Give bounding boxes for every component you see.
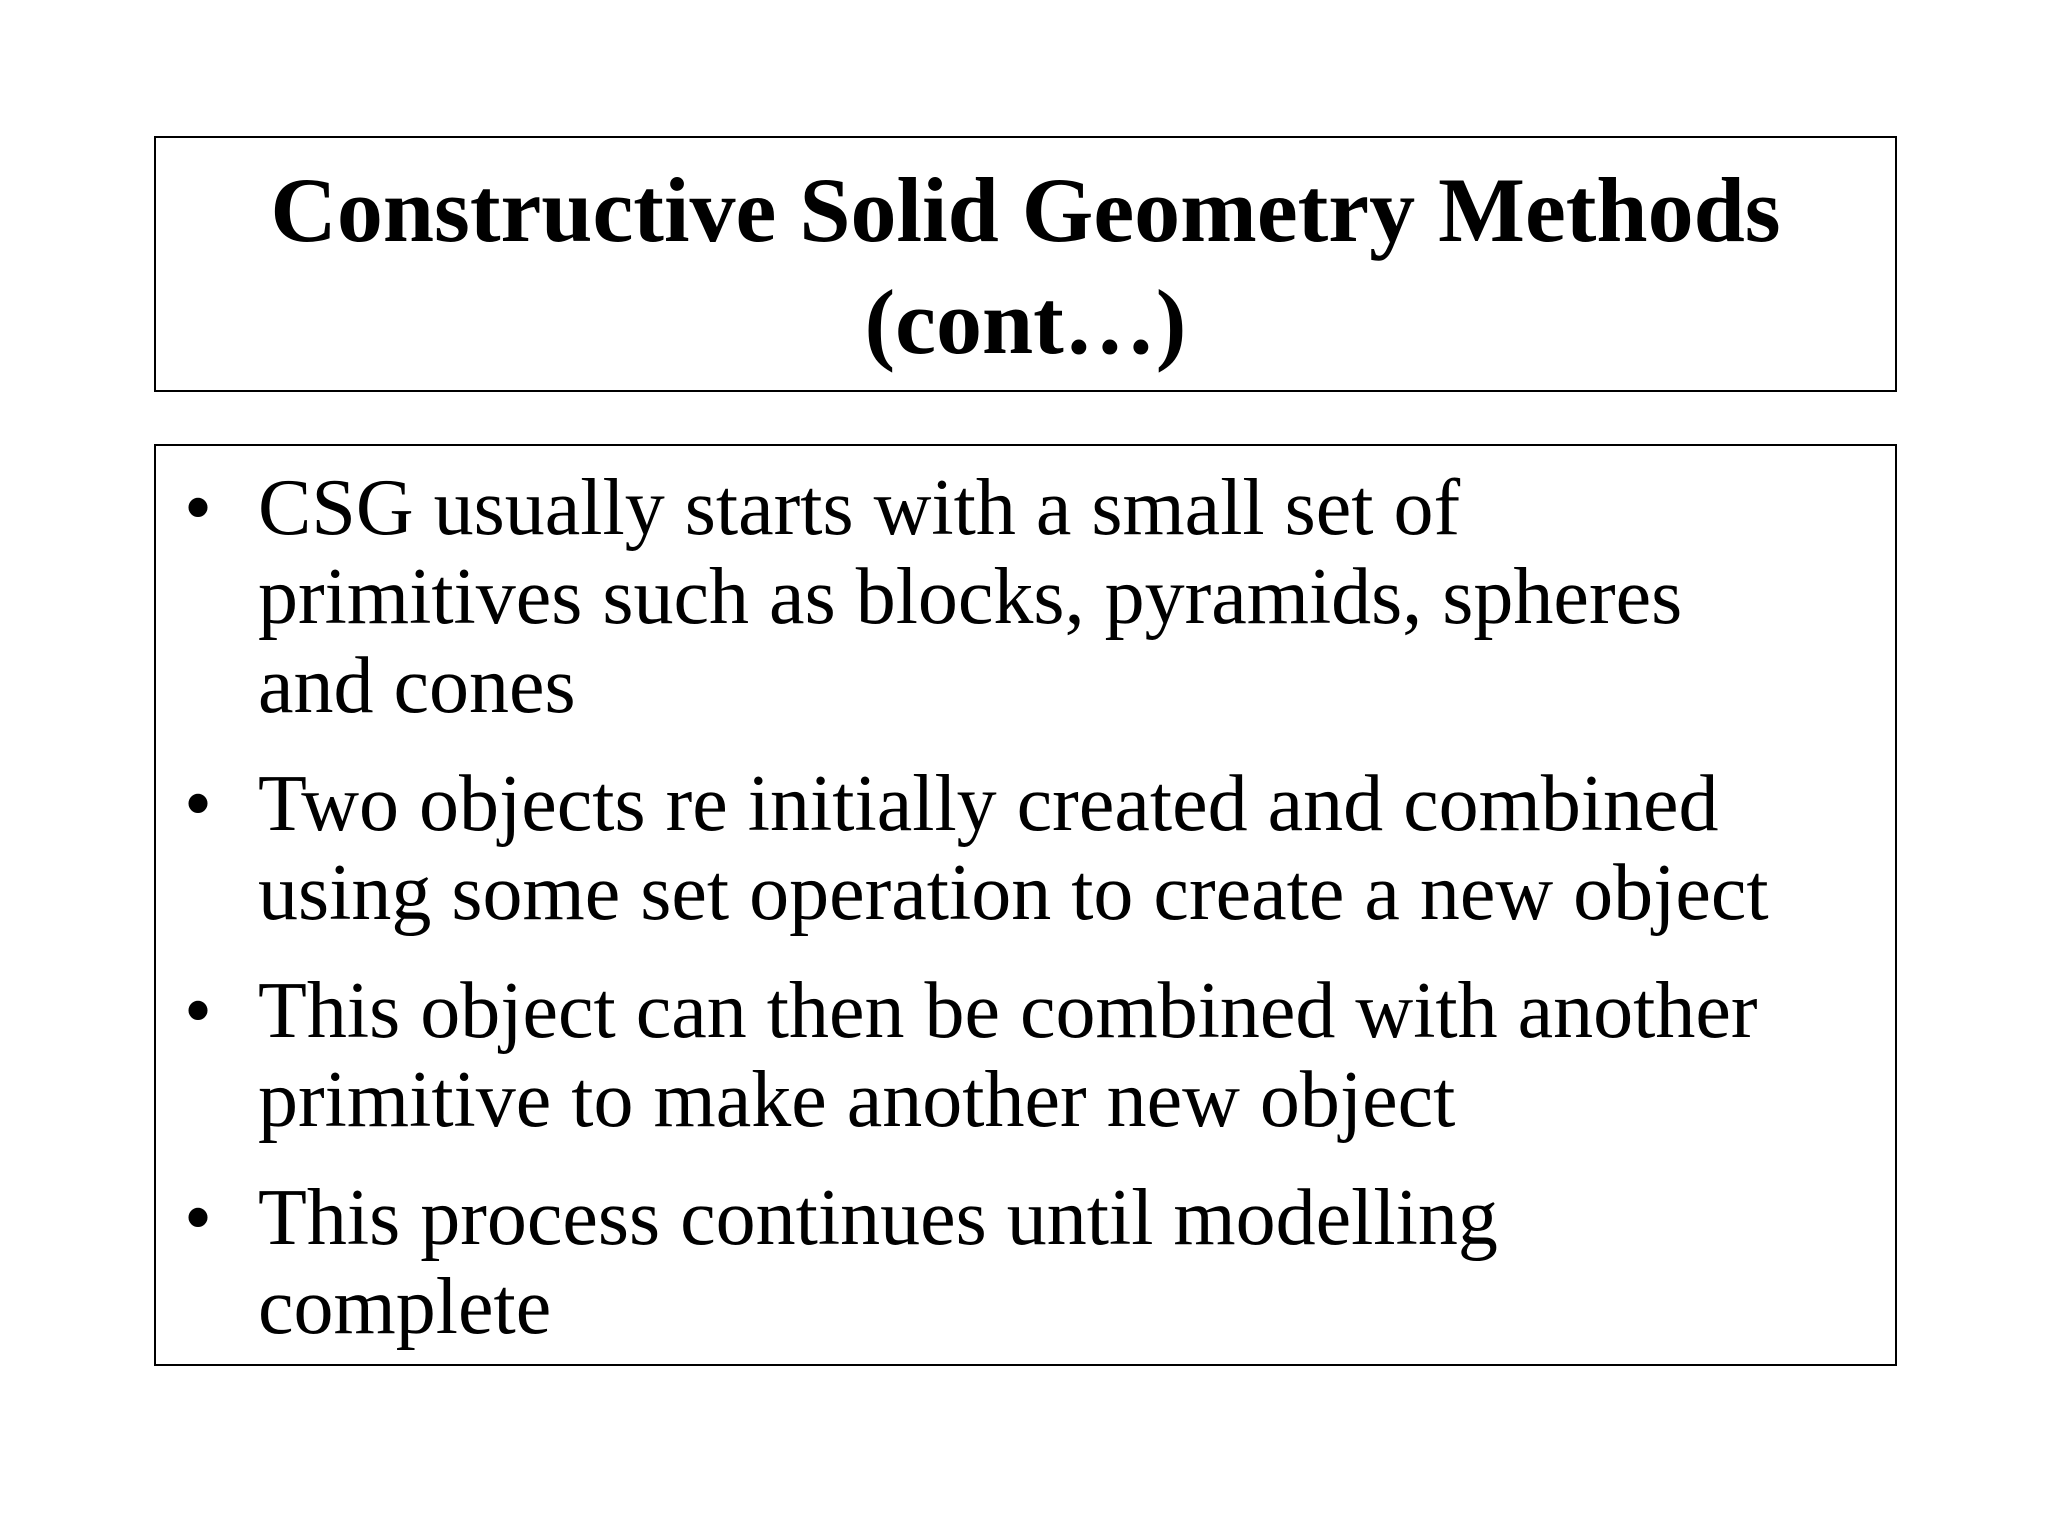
bullet-3-line-2: primitive to make another new object (258, 1056, 1456, 1144)
slide-title-line-1: Constructive Solid Geometry Methods (270, 159, 1781, 261)
slide-title (270, 150, 1780, 378)
bullet-4-line-1: This process continues until modelling (258, 1174, 1498, 1262)
bullet-item-2 (182, 760, 1875, 938)
bullet-item-3 (182, 967, 1875, 1145)
bullet-1-line-2: primitives such as blocks, pyramids, spheres (258, 553, 1683, 641)
bullet-2-line-1: Two objects re initially created and combined (258, 760, 1719, 848)
bullet-list (182, 464, 1875, 1381)
bullet-dot-icon: • (184, 760, 213, 848)
bullet-dot-icon: • (184, 464, 213, 552)
bullet-1-line-1: CSG usually starts with a small set of (258, 464, 1461, 552)
bullet-dot-icon: • (184, 1174, 213, 1262)
title-box (154, 136, 1897, 392)
bullet-1-line-3: and cones (258, 642, 576, 730)
slide-title-line-2: (cont…) (864, 271, 1187, 373)
bullet-3-line-1: This object can then be combined with another (258, 967, 1758, 1055)
bullet-item-4 (182, 1174, 1875, 1352)
bullet-dot-icon: • (184, 967, 213, 1055)
bullet-item-1 (182, 464, 1875, 731)
bullet-4-line-2: complete (258, 1263, 552, 1351)
bullet-2-line-2: using some set operation to create a new object (258, 849, 1769, 937)
content-box (154, 444, 1897, 1366)
